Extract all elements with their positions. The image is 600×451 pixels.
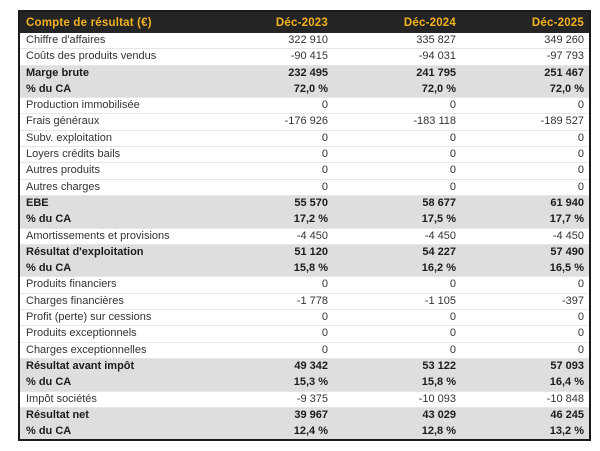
row-label: Autres produits xyxy=(20,163,205,179)
row-value: 55 570 xyxy=(205,195,333,211)
row-value: 54 227 xyxy=(333,244,461,260)
row-value: 15,3 % xyxy=(205,375,333,391)
row-label: Loyers crédits bails xyxy=(20,147,205,163)
table-row xyxy=(20,81,589,97)
table-row xyxy=(20,375,589,391)
table-row xyxy=(20,342,589,358)
table-row xyxy=(20,244,589,260)
row-value: 0 xyxy=(461,326,589,342)
row-value: 57 093 xyxy=(461,358,589,374)
row-value: 0 xyxy=(333,277,461,293)
row-value: 0 xyxy=(461,130,589,146)
row-label: % du CA xyxy=(20,424,205,440)
row-label: % du CA xyxy=(20,212,205,228)
column-header-dec-2023: Déc-2023 xyxy=(205,12,333,33)
row-value: 0 xyxy=(205,163,333,179)
row-label: Profit (perte) sur cessions xyxy=(20,310,205,326)
row-value: 17,5 % xyxy=(333,212,461,228)
row-label: Autres charges xyxy=(20,179,205,195)
row-value: 0 xyxy=(205,98,333,114)
row-label: Résultat net xyxy=(20,407,205,423)
table-row xyxy=(20,65,589,81)
row-value: 322 910 xyxy=(288,34,328,46)
row-value: -189 527 xyxy=(461,114,589,130)
row-value: 0 xyxy=(333,179,461,195)
table-row xyxy=(20,163,589,179)
table-row xyxy=(20,358,589,374)
row-value: -9 375 xyxy=(205,391,333,407)
row-value: 15,8 % xyxy=(205,261,333,277)
row-value: 15,8 % xyxy=(333,375,461,391)
row-label: Subv. exploitation xyxy=(20,130,205,146)
income-statement-table xyxy=(18,10,591,441)
row-value: -10 848 xyxy=(461,391,589,407)
row-value: 0 xyxy=(333,310,461,326)
table-row xyxy=(20,424,589,440)
row-value: 0 xyxy=(205,277,333,293)
table-title: Compte de résultat (€) xyxy=(20,12,205,33)
row-value: 0 xyxy=(461,147,589,163)
row-value: 16,4 % xyxy=(461,375,589,391)
row-value: -1 778 xyxy=(205,293,333,309)
table-row xyxy=(20,130,589,146)
table-row xyxy=(20,277,589,293)
row-label: Amortissements et provisions xyxy=(20,228,205,244)
row-value: -176 926 xyxy=(205,114,333,130)
row-value: 16,2 % xyxy=(333,261,461,277)
row-value: 12,4 % xyxy=(205,424,333,440)
row-value: -90 415 xyxy=(205,49,333,65)
row-label: % du CA xyxy=(20,81,205,97)
column-header-dec-2024: Déc-2024 xyxy=(333,12,461,33)
row-value: 241 795 xyxy=(333,65,461,81)
row-value: 53 122 xyxy=(333,358,461,374)
table-row xyxy=(20,310,589,326)
row-value: 0 xyxy=(461,310,589,326)
table-row xyxy=(20,49,589,65)
row-value: 0 xyxy=(205,326,333,342)
row-value: 0 xyxy=(461,179,589,195)
table-row xyxy=(20,179,589,195)
row-value: 72,0 % xyxy=(333,81,461,97)
row-value: 46 245 xyxy=(461,407,589,423)
row-value: -397 xyxy=(461,293,589,309)
table-row xyxy=(20,391,589,407)
row-label: Coûts des produits vendus xyxy=(20,49,205,65)
table-row xyxy=(20,326,589,342)
row-label: Impôt sociétés xyxy=(20,391,205,407)
row-value: 57 490 xyxy=(461,244,589,260)
row-label: Frais généraux xyxy=(20,114,205,130)
table-row xyxy=(20,293,589,309)
row-value: 17,2 % xyxy=(205,212,333,228)
row-value: 0 xyxy=(205,310,333,326)
table-row xyxy=(20,33,589,49)
row-value: 16,5 % xyxy=(461,261,589,277)
table-header xyxy=(20,12,589,33)
row-value: -4 450 xyxy=(205,228,333,244)
table-row xyxy=(20,228,589,244)
report-table xyxy=(20,12,589,439)
row-label: Résultat d'exploitation xyxy=(20,244,205,260)
row-value: 72,0 % xyxy=(205,81,333,97)
row-value: 251 467 xyxy=(461,65,589,81)
row-value: -4 450 xyxy=(461,228,589,244)
row-value: 0 xyxy=(205,342,333,358)
row-value: 58 677 xyxy=(333,195,461,211)
row-value: 72,0 % xyxy=(461,81,589,97)
table-row xyxy=(20,212,589,228)
row-label: Chiffre d'affaires xyxy=(26,34,106,46)
table-row xyxy=(20,407,589,423)
table-row xyxy=(20,147,589,163)
row-value: 0 xyxy=(333,98,461,114)
row-value: 0 xyxy=(461,163,589,179)
row-value: 0 xyxy=(333,147,461,163)
row-value: 61 940 xyxy=(461,195,589,211)
row-label: Charges exceptionnelles xyxy=(20,342,205,358)
row-value: 0 xyxy=(333,163,461,179)
row-label: Charges financières xyxy=(20,293,205,309)
row-value: -10 093 xyxy=(333,391,461,407)
row-value: 0 xyxy=(461,342,589,358)
row-label: EBE xyxy=(20,195,205,211)
row-value: -94 031 xyxy=(333,49,461,65)
row-value: 51 120 xyxy=(205,244,333,260)
table-row xyxy=(20,195,589,211)
row-value: -4 450 xyxy=(333,228,461,244)
row-value: -1 105 xyxy=(333,293,461,309)
row-value: 17,7 % xyxy=(461,212,589,228)
row-value: 349 260 xyxy=(544,34,584,46)
row-label: Production immobilisée xyxy=(20,98,205,114)
row-value: 0 xyxy=(333,130,461,146)
row-value: 12,8 % xyxy=(333,424,461,440)
row-label: Produits exceptionnels xyxy=(20,326,205,342)
row-label: Résultat avant impôt xyxy=(20,358,205,374)
row-value: 39 967 xyxy=(205,407,333,423)
row-label: Marge brute xyxy=(20,65,205,81)
row-value: 0 xyxy=(205,130,333,146)
row-value: 49 342 xyxy=(205,358,333,374)
row-value: 0 xyxy=(461,98,589,114)
row-label: Produits financiers xyxy=(20,277,205,293)
row-value: 0 xyxy=(461,277,589,293)
row-value: 43 029 xyxy=(333,407,461,423)
row-label: % du CA xyxy=(20,375,205,391)
table-row xyxy=(20,98,589,114)
row-value: 13,2 % xyxy=(461,424,589,440)
row-value: 0 xyxy=(333,342,461,358)
row-value: 0 xyxy=(205,179,333,195)
table-body xyxy=(20,33,589,439)
row-value: -183 118 xyxy=(333,114,461,130)
row-value: 232 495 xyxy=(205,65,333,81)
table-row xyxy=(20,261,589,277)
column-header-dec-2025: Déc-2025 xyxy=(461,12,589,33)
row-value: -97 793 xyxy=(461,49,589,65)
table-header-row xyxy=(20,12,589,33)
row-value: 0 xyxy=(205,147,333,163)
row-value: 0 xyxy=(333,326,461,342)
row-value: 335 827 xyxy=(416,34,456,46)
table-row xyxy=(20,114,589,130)
row-label: % du CA xyxy=(20,261,205,277)
